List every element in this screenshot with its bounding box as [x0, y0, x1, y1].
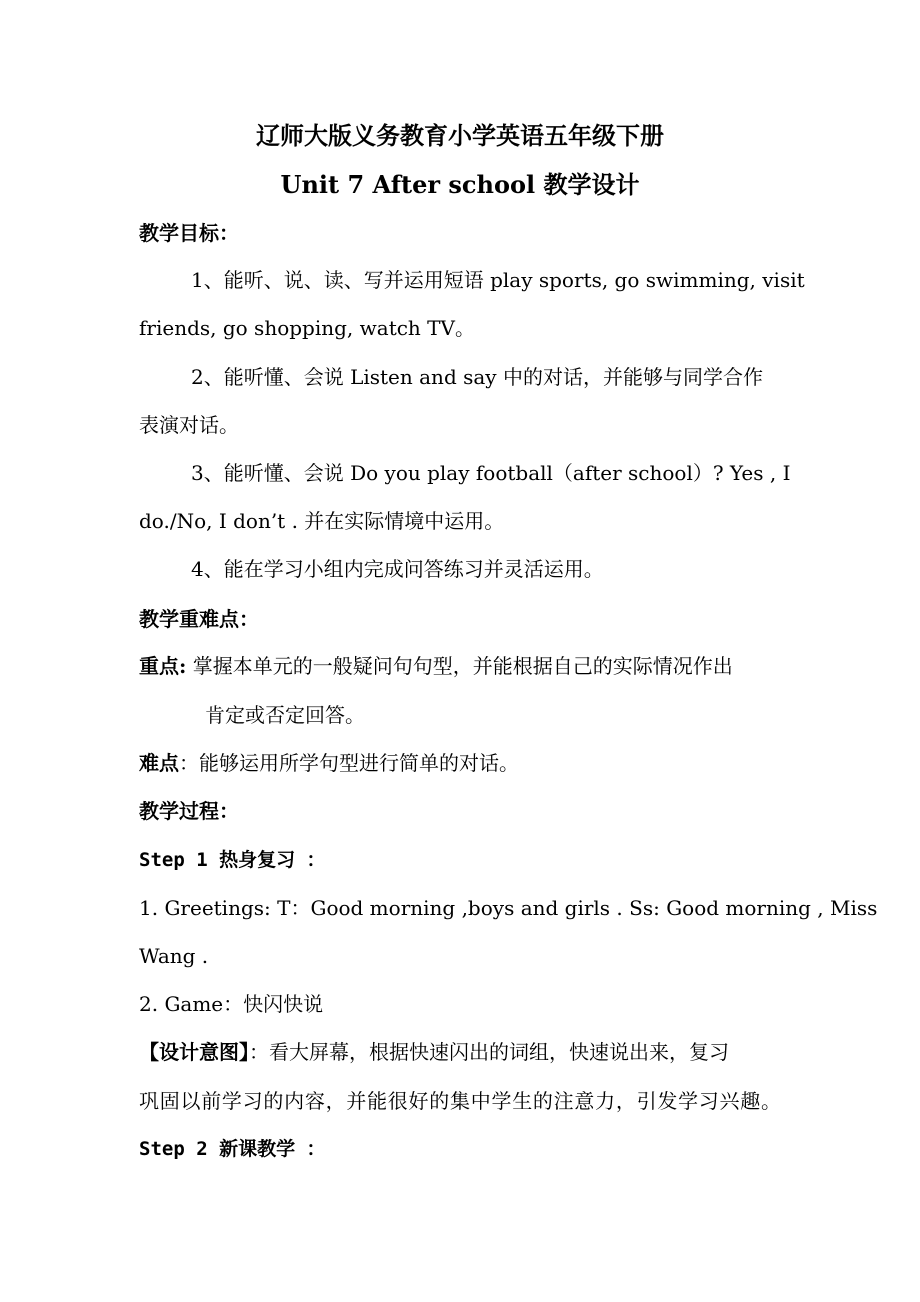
keypoints-heading: 教学重难点：	[139, 607, 259, 631]
step-1-heading: Step 1 热身复习 ：	[139, 849, 326, 871]
step-2-heading: Step 2 新课教学 ：	[139, 1138, 326, 1160]
focus-label: 重点:	[139, 654, 187, 678]
intent-line-2: 巩固以前学习的内容，并能很好的集中学生的注意力，引发学习兴趣。	[139, 1089, 781, 1113]
objective-3-line-2: do./No, I don’t . 并在实际情境中运用。	[139, 509, 505, 533]
greetings-line-1: 1. Greetings: T：Good morning ,boys and girls . Ss: Good morning , Miss	[139, 896, 878, 920]
focus-line-2: 肯定或否定回答。	[205, 703, 365, 727]
objective-3-line-1: 3、能听懂、会说 Do you play football（after school）? Yes , I	[191, 461, 791, 485]
objective-1-line-2: friends, go shopping, watch TV。	[139, 316, 475, 340]
objective-2-line-1: 2、能听懂、会说 Listen and say 中的对话，并能够与同学合作	[191, 365, 763, 389]
objective-1-line-1: 1、能听、说、读、写并运用短语 play sports, go swimming, visit	[191, 268, 805, 292]
objectives-heading: 教学目标：	[139, 221, 239, 245]
greetings-line-2: Wang .	[139, 944, 209, 968]
objective-4: 4、能在学习小组内完成问答练习并灵活运用。	[191, 557, 604, 581]
objective-2-line-2: 表演对话。	[139, 413, 239, 437]
doc-subtitle: Unit 7 After school 教学设计	[280, 170, 640, 199]
process-heading: 教学过程：	[139, 799, 239, 823]
difficulty-label: 难点	[139, 751, 179, 775]
intent-line-1	[139, 1039, 729, 1065]
focus-text: 掌握本单元的一般疑问句句型，并能根据自己的实际情况作出	[186, 654, 733, 678]
difficulty-line	[139, 750, 519, 776]
difficulty-text: ：能够运用所学句型进行简单的对话。	[179, 751, 519, 775]
game-line: 2. Game：快闪快说	[139, 992, 324, 1016]
doc-title: 辽师大版义务教育小学英语五年级下册	[256, 121, 664, 150]
intent-label: 【设计意图】	[139, 1040, 249, 1064]
intent-text: ：看大屏幕，根据快速闪出的词组，快速说出来，复习	[249, 1040, 729, 1064]
focus-line-1	[139, 653, 733, 679]
